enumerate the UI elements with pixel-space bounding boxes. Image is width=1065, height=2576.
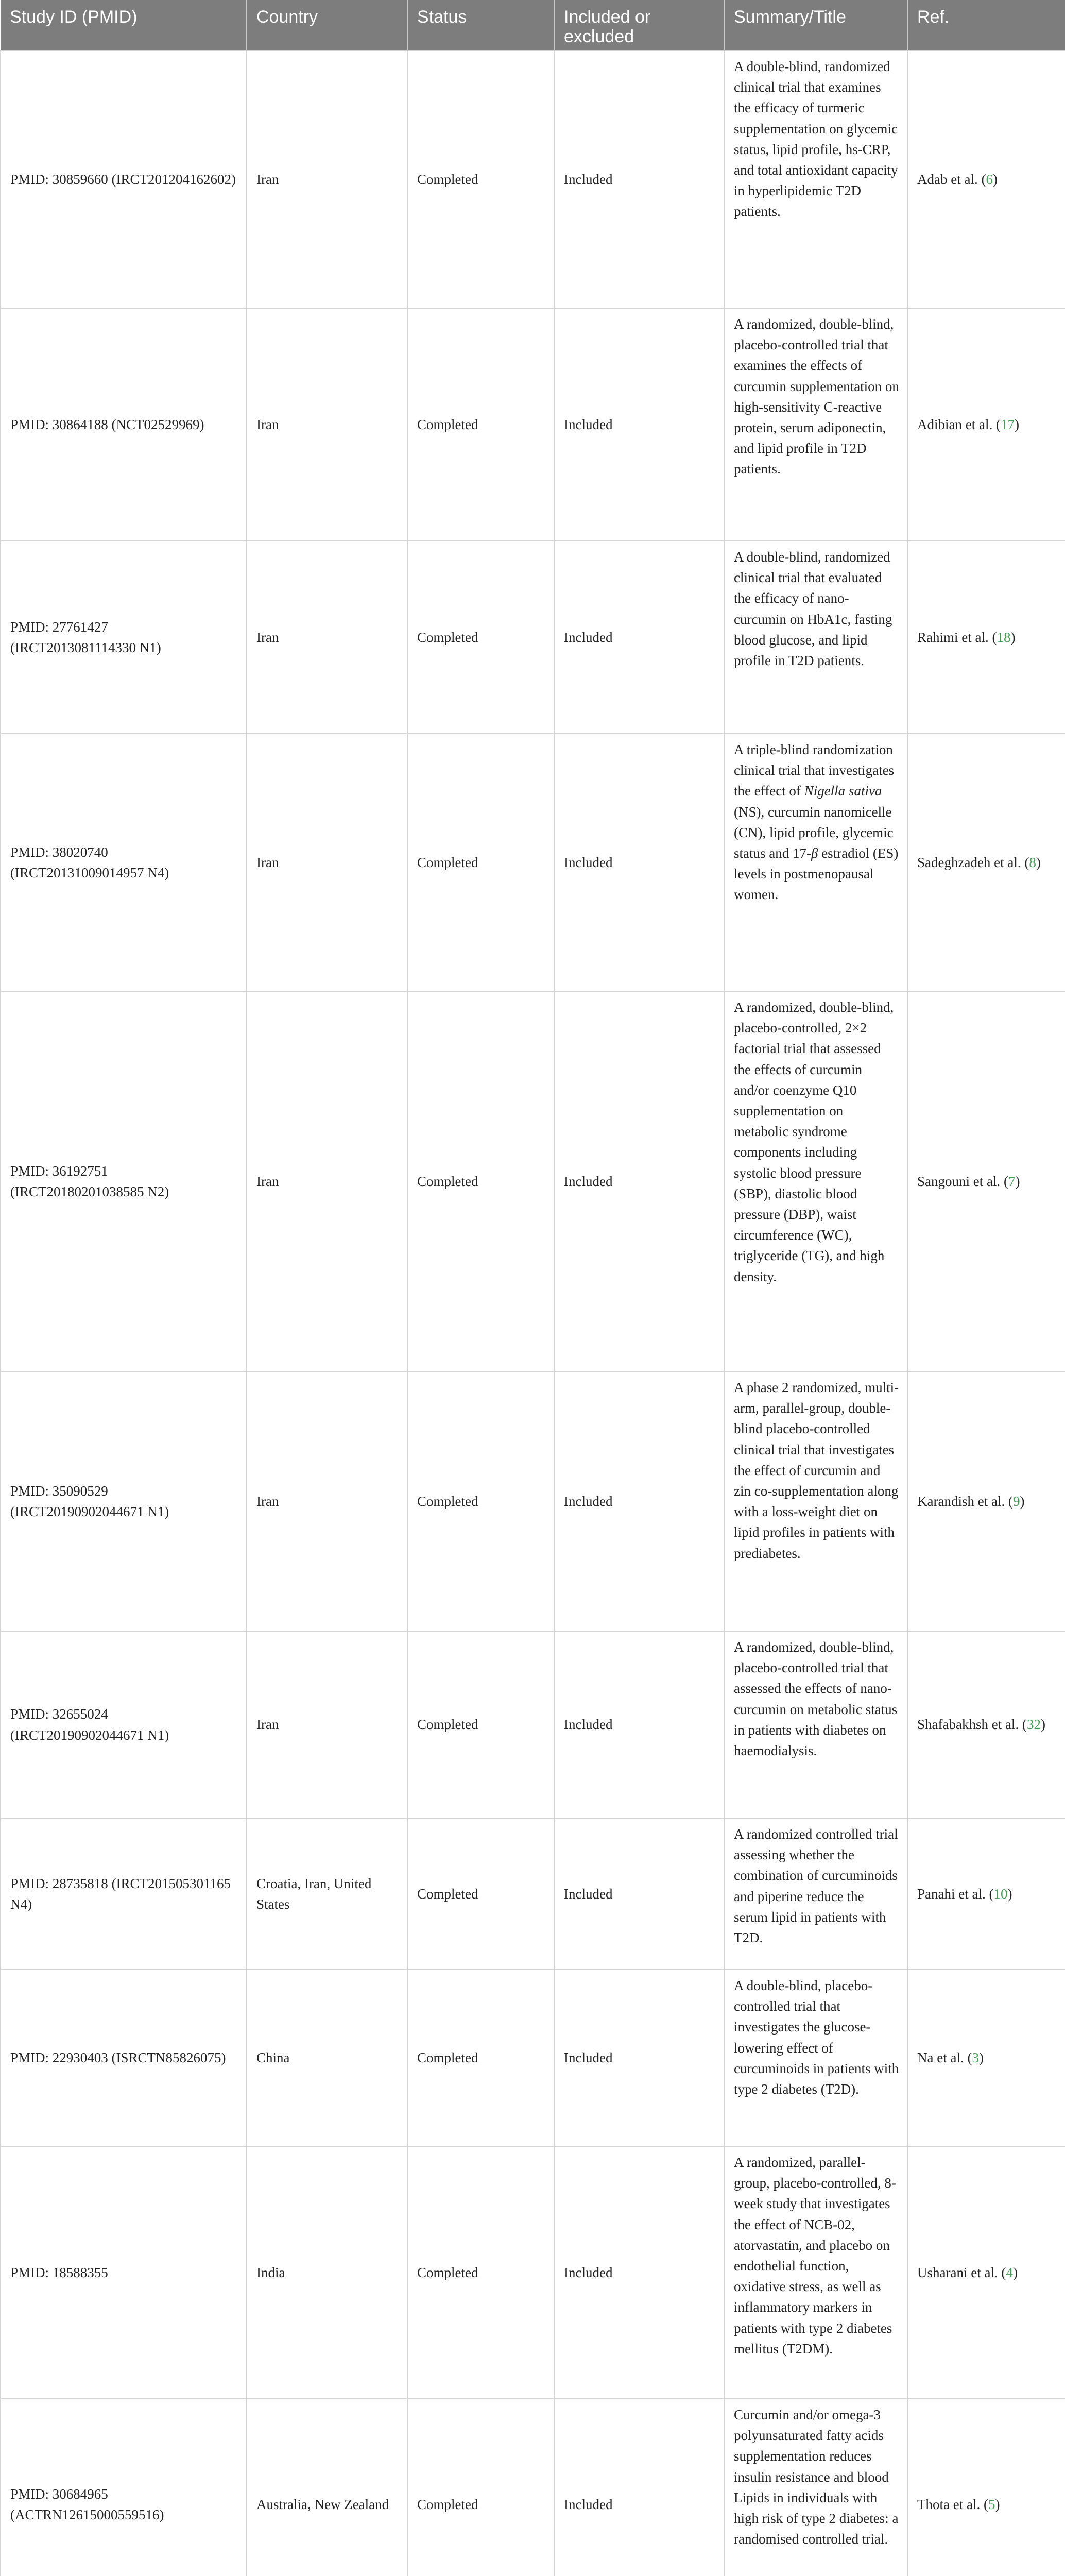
ref-close: ): [1015, 1173, 1020, 1189]
ref-close: ): [1007, 1886, 1012, 1902]
cell-included: Included: [554, 308, 724, 541]
ref-close: ): [1040, 1717, 1045, 1733]
table-row: [1, 50, 1065, 308]
table-row: [1, 2399, 1065, 2576]
cell-summary: A randomized, double-blind, placebo-controlled, 2×2 factorial trial that assessed the effects of curcumin and/or coenzyme Q10 supplementation on metabolic syndrome components including systolic blood pressure (SBP), diastolic blood pressure (DBP), waist circumference (WC), triglyceride (TG), and high density.: [724, 991, 907, 1371]
cell-country: Iran: [247, 1371, 407, 1631]
cell-study-id: PMID: 27761427 (IRCT2013081114330 N1): [1, 541, 247, 734]
cell-summary: A phase 2 randomized, multi-arm, parallel-group, double-blind placebo-controlled clinical trial that investigates the effect of curcumin and zin co-supplementation along with a loss-weight diet on lipid profiles in patients with prediabetes.: [724, 1371, 907, 1631]
cell-summary: A double-blind, randomized clinical trial that examines the efficacy of turmeric supplementation on glycemic status, lipid profile, hs-CRP, and total antioxidant capacity in hyperlipidemic T2D patients.: [724, 50, 907, 308]
ref-author: Sangouni et al. (: [917, 1173, 1008, 1189]
beta-symbol: β: [811, 845, 818, 861]
ref-author: Adibian et al. (: [917, 416, 1001, 432]
ref-close: ): [1010, 629, 1016, 645]
cell-included: Included: [554, 2399, 724, 2576]
cell-status: Completed: [407, 1970, 554, 2146]
cell-ref: [907, 1818, 1065, 1970]
ref-close: ): [992, 171, 998, 187]
header-study-id: Study ID (PMID): [1, 0, 247, 50]
ref-author: Thota et al. (: [917, 2496, 988, 2512]
cell-study-id: PMID: 36192751 (IRCT20180201038585 N2): [1, 991, 247, 1371]
ref-link[interactable]: 5: [988, 2496, 995, 2512]
cell-included: Included: [554, 541, 724, 734]
ref-author: Na et al. (: [917, 2050, 972, 2066]
ref-close: ): [995, 2496, 1000, 2512]
cell-summary: A double-blind, randomized clinical trial that evaluated the efficacy of nano-curcumin on HbA1c, fasting blood glucose, and lipid profile in T2D patients.: [724, 541, 907, 734]
ref-close: ): [978, 2050, 984, 2066]
cell-summary: A randomized controlled trial assessing whether the combination of curcuminoids and piperine reduce the serum lipid in patients with T2D.: [724, 1818, 907, 1970]
ref-link[interactable]: 4: [1006, 2264, 1013, 2280]
cell-ref: [907, 1970, 1065, 2146]
cell-ref: [907, 734, 1065, 991]
table-row: [1, 1818, 1065, 1970]
cell-status: Completed: [407, 734, 554, 991]
ref-close: ): [1020, 1493, 1025, 1509]
header-summary: Summary/Title: [724, 0, 907, 50]
ref-author: Panahi et al. (: [917, 1886, 994, 1902]
cell-ref: [907, 50, 1065, 308]
ref-link[interactable]: 6: [986, 171, 993, 187]
table-header-row: [1, 0, 1065, 50]
table-row: [1, 541, 1065, 734]
cell-status: Completed: [407, 541, 554, 734]
cell-included: Included: [554, 1371, 724, 1631]
cell-country: Australia, New Zealand: [247, 2399, 407, 2576]
cell-summary: A randomized, double-blind, placebo-controlled trial that assessed the effects of nano-curcumin on metabolic status in patients with diabetes on haemodialysis.: [724, 1631, 907, 1818]
cell-country: Iran: [247, 541, 407, 734]
cell-status: Completed: [407, 1371, 554, 1631]
cell-country: Iran: [247, 50, 407, 308]
cell-status: Completed: [407, 50, 554, 308]
header-included: Included or excluded: [554, 0, 724, 50]
ref-author: Shafabakhsh et al. (: [917, 1717, 1027, 1733]
cell-study-id: PMID: 35090529 (IRCT20190902044671 N1): [1, 1371, 247, 1631]
table-row: [1, 1631, 1065, 1818]
table-row: [1, 734, 1065, 991]
header-status: Status: [407, 0, 554, 50]
ref-author: Sadeghzadeh et al. (: [917, 854, 1029, 870]
cell-country: Iran: [247, 734, 407, 991]
cell-included: Included: [554, 991, 724, 1371]
cell-study-id: PMID: 30684965 (ACTRN12615000559516): [1, 2399, 247, 2576]
cell-included: Included: [554, 1818, 724, 1970]
cell-ref: [907, 541, 1065, 734]
summary-text: estradiol (ES) levels in postmenopausal women.: [734, 845, 899, 903]
cell-study-id: PMID: 30864188 (NCT02529969): [1, 308, 247, 541]
table-row: [1, 991, 1065, 1371]
table-row: [1, 2146, 1065, 2399]
cell-ref: [907, 2146, 1065, 2399]
cell-status: Completed: [407, 2146, 554, 2399]
ref-link[interactable]: 32: [1026, 1717, 1041, 1733]
cell-country: Croatia, Iran, United States: [247, 1818, 407, 1970]
cell-included: Included: [554, 1631, 724, 1818]
summary-text: (NS), curcumin nanomicelle (CN), lipid profile, glycemic status and 17-: [734, 804, 894, 861]
ref-close: ): [1014, 416, 1019, 432]
cell-country: Iran: [247, 308, 407, 541]
cell-included: Included: [554, 2146, 724, 2399]
cell-summary: Curcumin and/or omega-3 polyunsaturated fatty acids supplementation reduces insulin resistance and blood Lipids in individuals with high risk of type 2 diabetes: a randomised controlled trial.: [724, 2399, 907, 2576]
cell-summary: [724, 734, 907, 991]
table-row: [1, 308, 1065, 541]
cell-summary: A double-blind, placebo-controlled trial that investigates the glucose-lowering effect of curcuminoids in patients with type 2 diabetes (T2D).: [724, 1970, 907, 2146]
cell-country: China: [247, 1970, 407, 2146]
cell-country: Iran: [247, 1631, 407, 1818]
cell-included: Included: [554, 50, 724, 308]
cell-ref: [907, 308, 1065, 541]
cell-study-id: PMID: 28735818 (IRCT201505301165 N4): [1, 1818, 247, 1970]
cell-study-id: PMID: 22930403 (ISRCTN85826075): [1, 1970, 247, 2146]
cell-study-id: PMID: 30859660 (IRCT201204162602): [1, 50, 247, 308]
ref-close: ): [1012, 2264, 1018, 2280]
ref-close: ): [1036, 854, 1041, 870]
ref-link[interactable]: 17: [1000, 416, 1015, 432]
cell-status: Completed: [407, 1631, 554, 1818]
cell-country: Iran: [247, 991, 407, 1371]
ref-link[interactable]: 18: [997, 629, 1011, 645]
cell-study-id: PMID: 32655024 (IRCT20190902044671 N1): [1, 1631, 247, 1818]
table-row: [1, 1970, 1065, 2146]
cell-status: Completed: [407, 1818, 554, 1970]
ref-link[interactable]: 8: [1029, 854, 1036, 870]
cell-ref: [907, 2399, 1065, 2576]
cell-status: Completed: [407, 2399, 554, 2576]
cell-study-id: PMID: 18588355: [1, 2146, 247, 2399]
ref-author: Adab et al. (: [917, 171, 986, 187]
table-row: [1, 1371, 1065, 1631]
cell-included: Included: [554, 734, 724, 991]
ref-author: Rahimi et al. (: [917, 629, 997, 645]
cell-country: India: [247, 2146, 407, 2399]
cell-summary: A randomized, parallel-group, placebo-controlled, 8-week study that investigates the effect of NCB-02, atorvastatin, and placebo on endothelial function, oxidative stress, as well as inflammatory markers in patients with type 2 diabetes mellitus (T2DM).: [724, 2146, 907, 2399]
ref-link[interactable]: 7: [1008, 1173, 1016, 1189]
species-name: Nigella sativa: [804, 783, 882, 799]
cell-status: Completed: [407, 308, 554, 541]
ref-link[interactable]: 3: [972, 2050, 979, 2066]
cell-study-id: PMID: 38020740 (IRCT20131009014957 N4): [1, 734, 247, 991]
summary-text: A triple-blind randomization clinical trial that investigates the effect of: [734, 742, 895, 799]
cell-status: Completed: [407, 991, 554, 1371]
header-ref: Ref.: [907, 0, 1065, 50]
cell-summary: A randomized, double-blind, placebo-controlled trial that examines the effects of curcumin supplementation on high-sensitivity C-reactive protein, serum adiponectin, and lipid profile in T2D patients.: [724, 308, 907, 541]
ref-author: Usharani et al. (: [917, 2264, 1006, 2280]
ref-author: Karandish et al. (: [917, 1493, 1013, 1509]
cell-ref: [907, 991, 1065, 1371]
header-country: Country: [247, 0, 407, 50]
cell-ref: [907, 1631, 1065, 1818]
ref-link[interactable]: 9: [1012, 1493, 1020, 1509]
ref-link[interactable]: 10: [993, 1886, 1008, 1902]
cell-ref: [907, 1371, 1065, 1631]
cell-included: Included: [554, 1970, 724, 2146]
